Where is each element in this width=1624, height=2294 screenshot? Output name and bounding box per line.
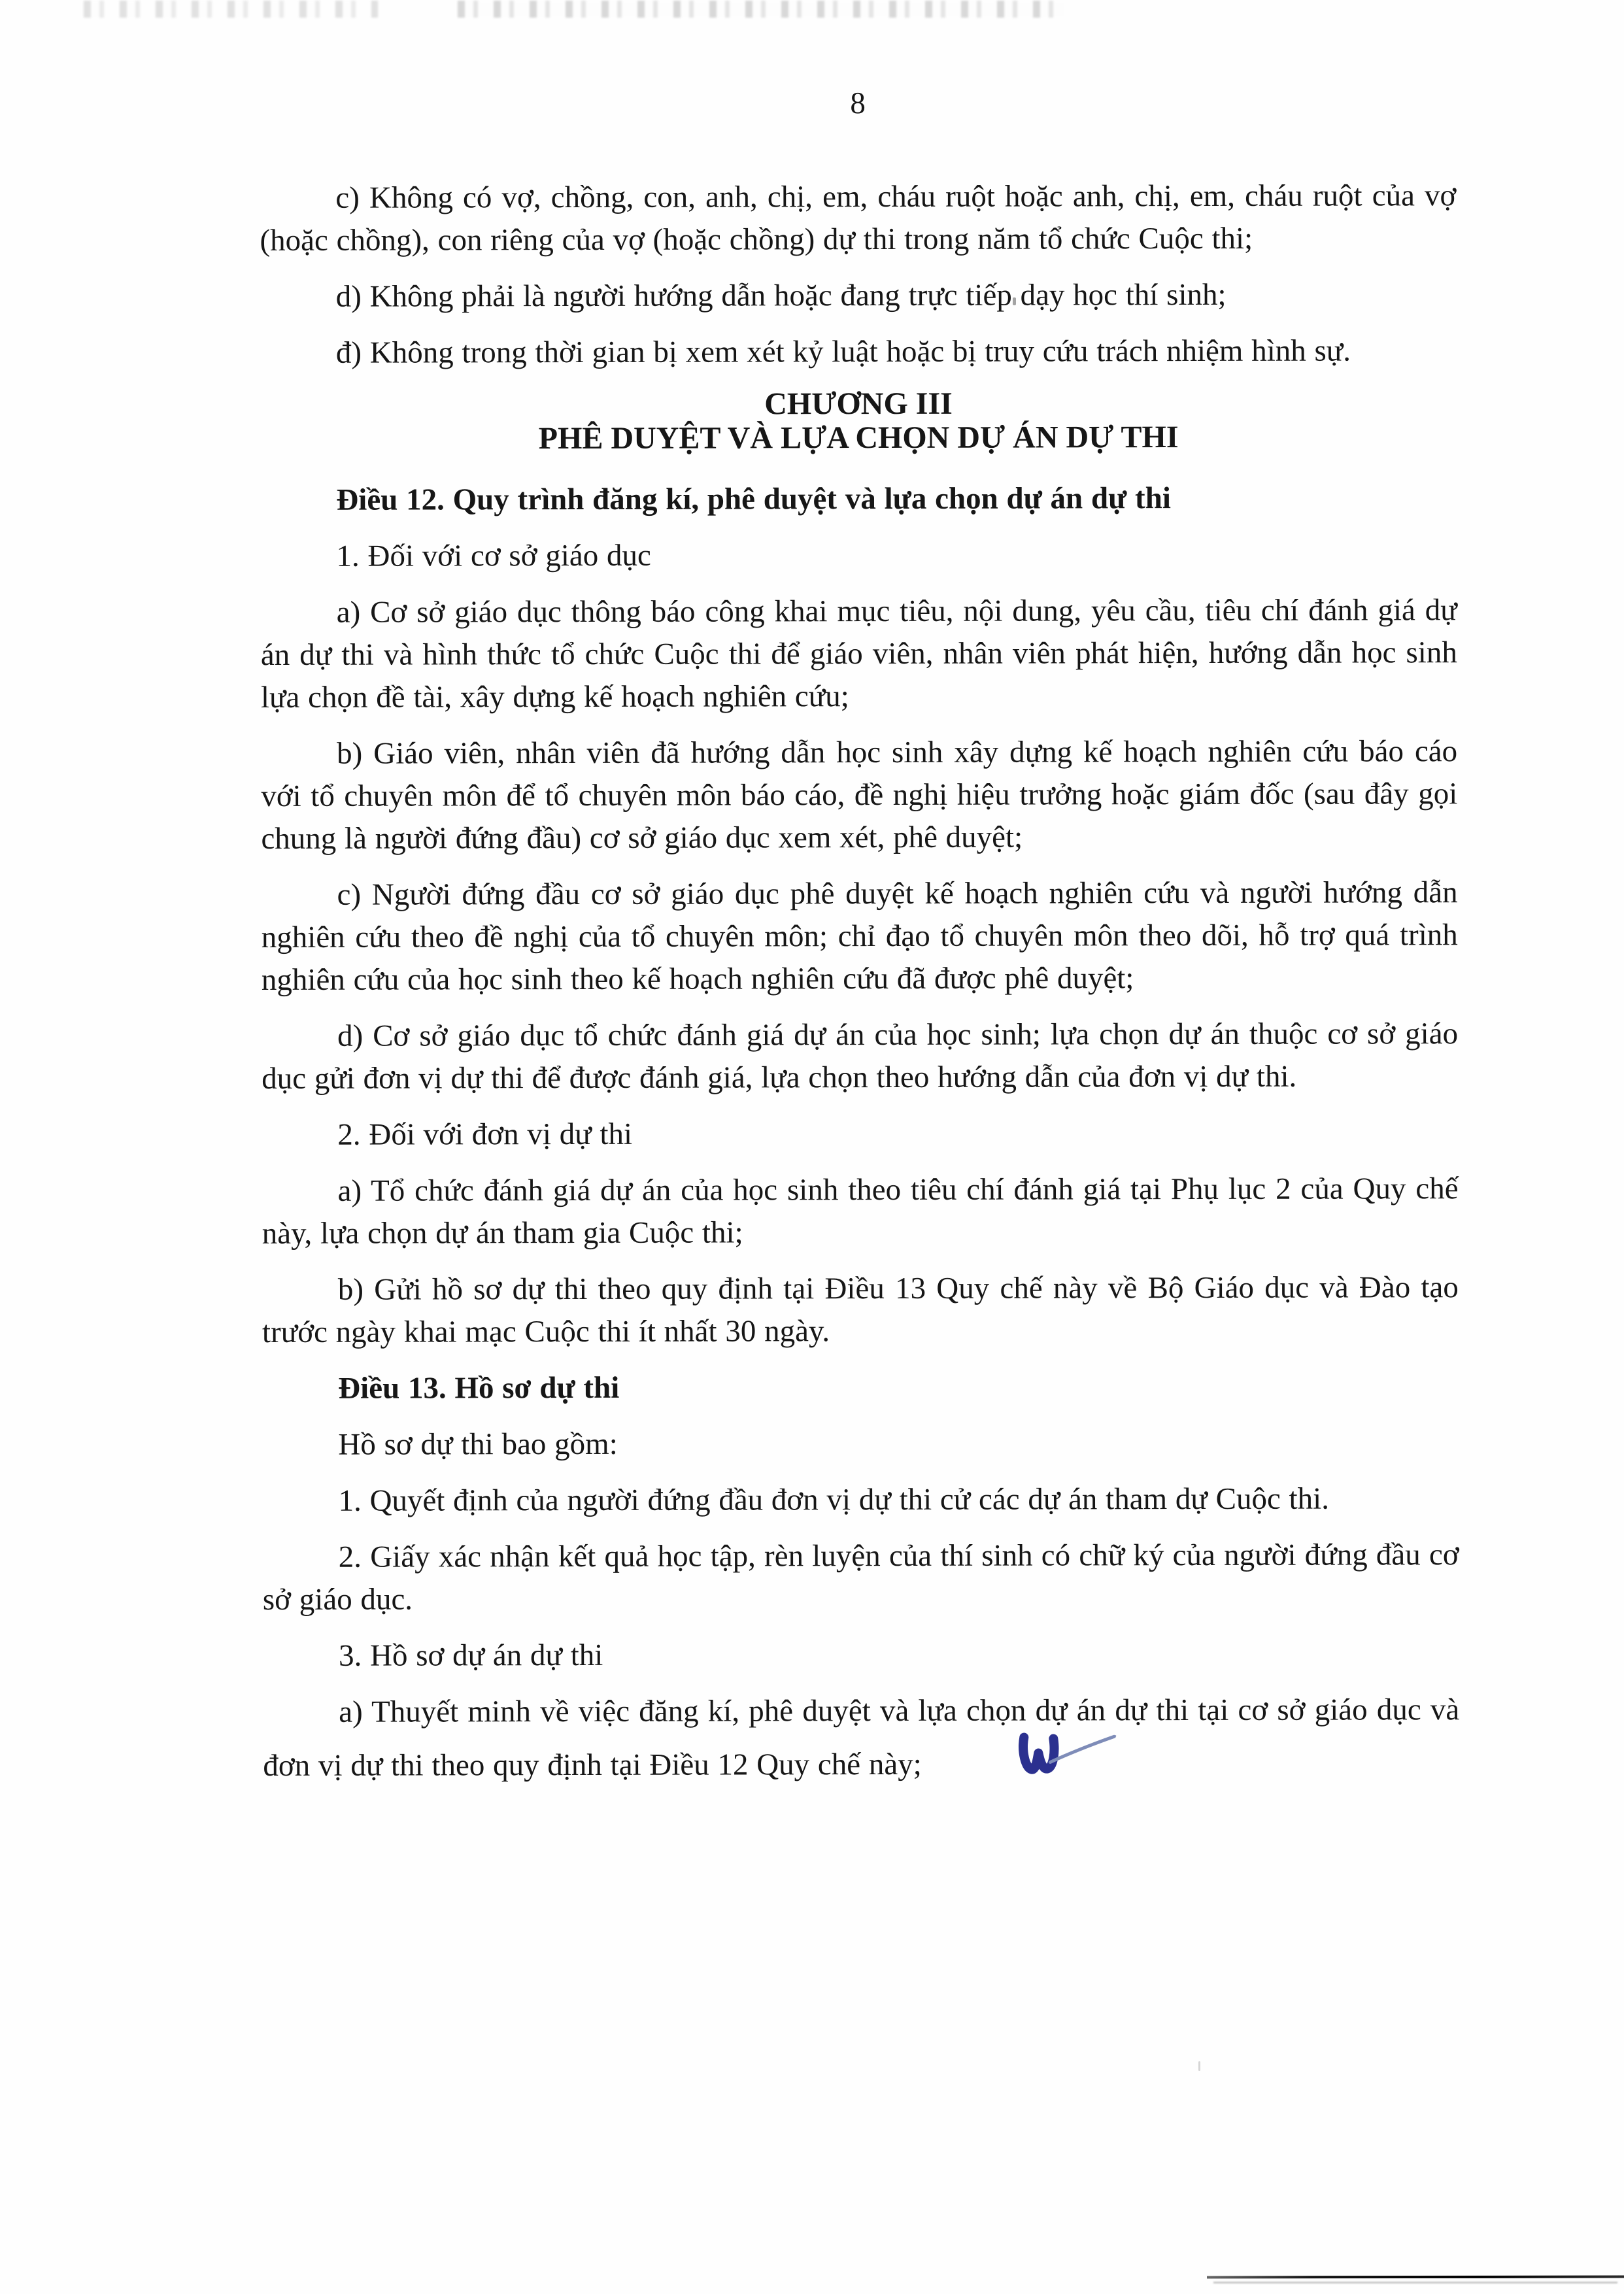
scan-artifact-band	[458, 1, 1066, 18]
scan-edge-line	[1207, 2276, 1624, 2279]
handwritten-ink-mark	[939, 1732, 1119, 1783]
text-column	[260, 81, 1459, 1801]
scan-speck	[1198, 2061, 1200, 2071]
ink-w-stroke	[1023, 1737, 1054, 1769]
chapter-heading	[260, 386, 1457, 456]
dossier-item-3: 3. Hồ sơ dự án dự thi	[338, 1638, 603, 1673]
paragraph-2b: b) Gửi hồ sơ dự thi theo quy định tại Điều 13 Quy chế này về Bộ Giáo dục và Đào tạo trước ngày khai mạc Cuộc thi ít nhất 30 ngày.	[262, 1270, 1459, 1349]
dossier-item-1: 1. Quyết định của người đứng đầu đơn vị dự thi cử các dự án tham dự Cuộc thi.	[338, 1481, 1329, 1518]
article-13-heading: Điều 13. Hồ sơ dự thi	[338, 1370, 620, 1406]
paragraph-1d: d) Cơ sở giáo dục tổ chức đánh giá dự án của học sinh; lựa chọn dự án thuộc cơ sở giáo dục gửi đơn vị dự thi để được đánh giá, lựa chọn theo hướng dẫn của đơn vị dự thi.	[262, 1017, 1459, 1096]
chapter-number: CHƯƠNG III	[764, 386, 953, 422]
paragraph-1c: c) Người đứng đầu cơ sở giáo dục phê duyệt kế hoạch nghiên cứu và người hướng dẫn nghiên cứu theo đề nghị của tổ chuyên môn; chỉ đạo tổ chuyên môn theo dõi, hỗ trợ quá trình nghiên cứu của học sinh theo kế hoạch nghiên cứu đã được phê duyệt;	[261, 875, 1458, 997]
paragraph-point-c: c) Không có vợ, chồng, con, anh, chị, em, cháu ruột hoặc anh, chị, em, cháu ruột của vợ (hoặc chồng), con riêng của vợ (hoặc chồng) dự thi trong năm tổ chức Cuộc thi;	[260, 178, 1457, 258]
paragraph-1a: a) Cơ sở giáo dục thông báo công khai mục tiêu, nội dung, yêu cầu, tiêu chí đánh giá dự án dự thi và hình thức tổ chức Cuộc thi để giáo viên, nhân viên phát hiện, hướng dẫn học sinh lựa chọn đề tài, xây dựng kế hoạch nghiên cứu;	[260, 593, 1457, 715]
paragraph-point-d: d) Không phải là người hướng dẫn hoặc đang trực tiếp dạy học thí sinh;	[335, 277, 1226, 314]
scan-edge-line-shadow	[1213, 2282, 1617, 2284]
paragraph-2a: a) Tổ chức đánh giá dự án của học sinh theo tiêu chí đánh giá tại Phụ lục 2 của Quy chế này, lựa chọn dự án tham gia Cuộc thi;	[262, 1172, 1459, 1251]
section-1-heading: 1. Đối với cơ sở giáo dục	[336, 538, 651, 573]
paragraph-1b: b) Giáo viên, nhân viên đã hướng dẫn học sinh xây dựng kế hoạch nghiên cứu báo cáo với tổ chuyên môn để tổ chuyên môn báo cáo, đề nghị hiệu trưởng hoặc giám đốc (sau đây gọi chung là người đứng đầu) cơ sở giáo dục xem xét, phê duyệt;	[261, 734, 1458, 856]
ink-tail-thin	[1080, 1736, 1115, 1749]
paragraph-point-dd: đ) Không trong thời gian bị xem xét kỷ luật hoặc bị truy cứu trách nhiệm hình sự.	[335, 333, 1351, 370]
article-12-heading: Điều 12. Quy trình đăng kí, phê duyệt và lựa chọn dự án dự thi	[336, 481, 1171, 517]
chapter-title: PHÊ DUYỆT VÀ LỰA CHỌN DỰ ÁN DỰ THI	[538, 420, 1179, 456]
paragraph-3a-text: a) Thuyết minh về việc đăng kí, phê duyệt và lựa chọn dự án dự thi tại cơ sở giáo dục và đơn vị dự thi theo quy định tại Điều 12 Quy chế này;	[263, 1693, 1460, 1783]
page-number: 8	[850, 86, 866, 121]
paragraph-3a	[263, 1689, 1459, 1787]
section-2-heading: 2. Đối với đơn vị dự thi	[337, 1117, 633, 1152]
article-13-intro: Hồ sơ dự thi bao gồm:	[338, 1426, 618, 1462]
dossier-item-2: 2. Giấy xác nhận kết quả học tập, rèn luyện của thí sinh có chữ ký của người đứng đầu cơ sở giáo dục.	[262, 1538, 1459, 1617]
scan-artifact-band	[84, 1, 378, 18]
